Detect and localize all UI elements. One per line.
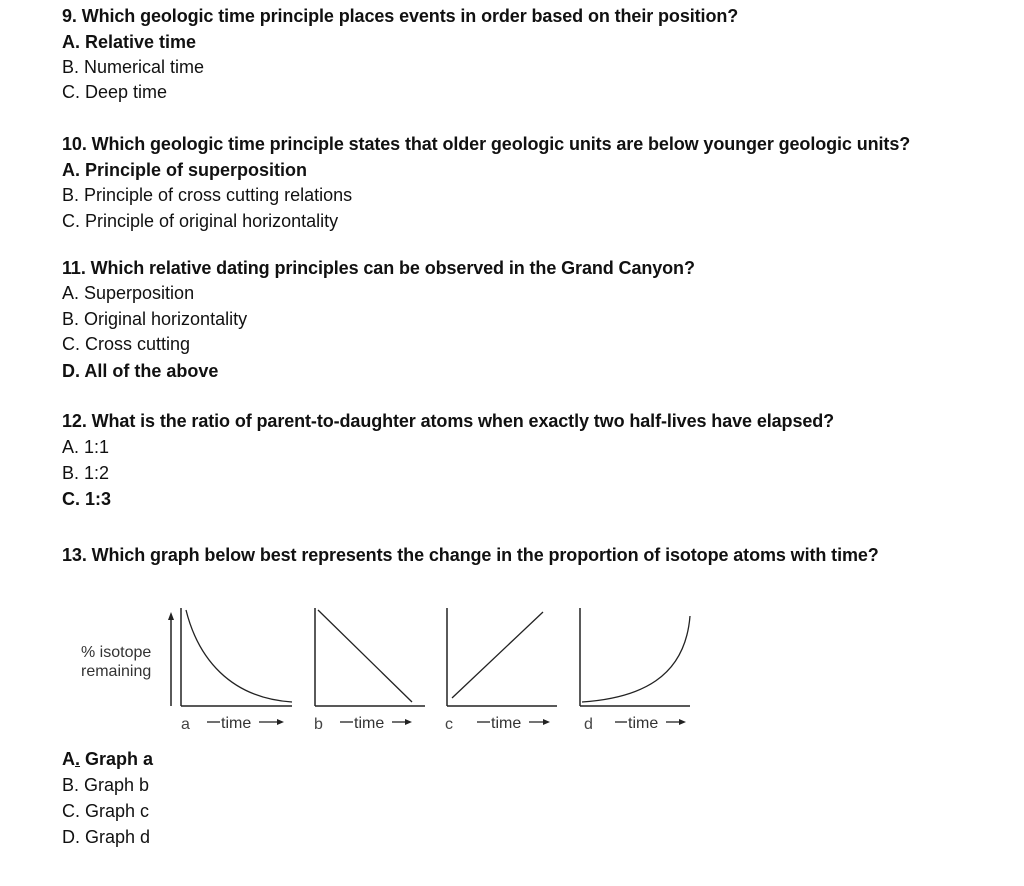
graph-d-time-arrowhead <box>679 719 686 725</box>
graph-d-time-label: time <box>628 715 659 732</box>
q13-option-b: B. Graph b <box>62 775 150 795</box>
graph-b-line <box>318 610 412 702</box>
q13-option-a <box>62 749 153 770</box>
q13-option-a-dot: . <box>75 749 81 769</box>
graph-a-time-arrowhead <box>277 719 284 725</box>
q12-option-c: C. 1:3 <box>62 489 112 509</box>
q10-option-b: B. Principle of cross cutting relations <box>62 185 353 205</box>
question-10-title: 10. Which geologic time principle states that older geologic units are below younger geologic units? <box>62 134 911 154</box>
q11-option-a: A. Superposition <box>62 283 195 303</box>
graph-d-curve <box>582 616 690 702</box>
q13-option-a-letter: A <box>62 749 75 769</box>
y-axis-label-line2: remaining <box>81 663 152 680</box>
isotope-graphs-svg <box>70 598 710 744</box>
graph-b-time-label: time <box>354 715 385 732</box>
question-9-title: 9. Which geologic time principle places events in order based on their position? <box>62 6 739 26</box>
q11-option-c: C. Cross cutting <box>62 334 191 354</box>
graph-b-letter: b <box>314 716 323 733</box>
q12-option-b: B. 1:2 <box>62 463 110 483</box>
graph-a-y-arrowhead <box>168 612 174 620</box>
question-11-title: 11. Which relative dating principles can be observed in the Grand Canyon? <box>62 258 695 278</box>
graph-a-time-label: time <box>221 715 252 732</box>
graph-b <box>314 608 425 733</box>
q9-option-b: B. Numerical time <box>62 57 205 77</box>
graph-b-time-arrowhead <box>405 719 412 725</box>
q10-option-a: A. Principle of superposition <box>62 160 308 180</box>
question-12-title: 12. What is the ratio of parent-to-daughter atoms when exactly two half-lives have elapsed? <box>62 411 835 431</box>
isotope-graphs-figure <box>70 598 710 744</box>
graph-c-line <box>452 612 543 698</box>
question-13-title: 13. Which graph below best represents the change in the proportion of isotope atoms with time? <box>62 545 879 565</box>
graph-a-curve <box>186 610 292 702</box>
q11-option-b: B. Original horizontality <box>62 309 248 329</box>
q11-option-d: D. All of the above <box>62 361 219 381</box>
graph-c-time-arrowhead <box>543 719 550 725</box>
graph-a-letter: a <box>181 716 190 733</box>
graph-d <box>580 608 690 733</box>
q13-option-d: D. Graph d <box>62 827 151 847</box>
graph-d-letter: d <box>584 716 593 733</box>
graph-c-letter: c <box>445 716 453 733</box>
q12-option-a: A. 1:1 <box>62 437 110 457</box>
y-axis-label-line1: % isotope <box>81 644 152 661</box>
graph-c <box>445 608 557 733</box>
q9-option-c: C. Deep time <box>62 82 168 102</box>
q13-option-c: C. Graph c <box>62 801 150 821</box>
graph-c-time-label: time <box>491 715 522 732</box>
q10-option-c: C. Principle of original horizontality <box>62 211 339 231</box>
graph-a <box>168 608 292 733</box>
q9-option-a: A. Relative time <box>62 32 197 52</box>
q13-option-a-text: Graph a <box>80 749 154 769</box>
